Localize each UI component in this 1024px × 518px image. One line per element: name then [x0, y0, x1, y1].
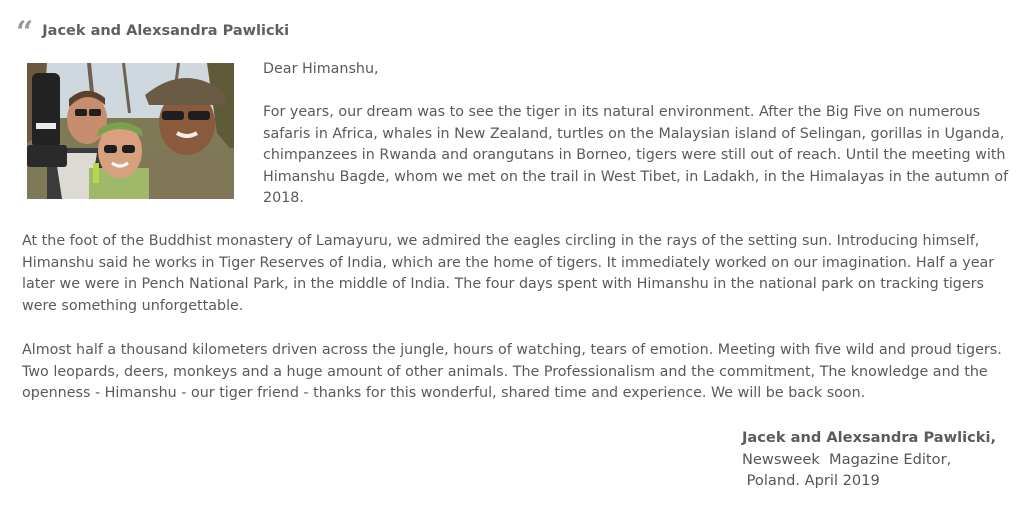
- letter-greeting: Dear Himanshu,: [263, 61, 379, 77]
- travelers-photo: [27, 63, 234, 199]
- signature-location-date: Poland. April 2019: [742, 472, 880, 489]
- author-name: Jacek and Alexsandra Pawlicki: [42, 23, 290, 39]
- signature-name: Jacek and Alexsandra Pawlicki,: [742, 429, 997, 446]
- signature-block: [742, 427, 996, 492]
- paragraph-text: At the foot of the Buddhist monastery of Lamayuru, we admired the eagles circling in the rays of the setting sun. Introducing himself, Himanshu said he works in Tiger Reserves of India, which are the home of tigers. It immediately worked on our imagination. Half a year later we were in Pench National Park, in the middle of India. The four days spent with Himanshu in the national park on tracking tigers were something unforgettable.: [22, 233, 995, 314]
- paragraph-text: Almost half a thousand kilometers driven across the jungle, hours of watching, tears of emotion. Meeting with five wild and proud tigers. Two leopards, deers, monkeys and a huge amount of other animals. The Professionalism and the commitment, The knowledge and the openness - Himanshu - our tiger friend - thanks for this wonderful, shared time and experience. We will be back soon.: [22, 342, 1002, 401]
- letter-paragraph-2: [22, 231, 1018, 317]
- letter-paragraph-3: [22, 340, 1018, 405]
- signature-title: Newsweek Magazine Editor,: [742, 450, 952, 468]
- letter-paragraph-1: [263, 102, 1015, 210]
- testimonial-header: [16, 15, 290, 50]
- paragraph-text: For years, our dream was to see the tiger in its natural environment. After the Big Five on numerous safaris in Africa, whales in New Zealand, turtles on the Malaysian island of Selingan, gorillas in Uganda, chimpanzees in Rwanda and orangutans in Borneo, tigers were still out of reach. Until the meeting with Himanshu Bagde, whom we met on the trail in West Tibet, in Ladakh, in the Himalayas in the autumn of 2018.: [263, 104, 1009, 206]
- quote-icon: “: [16, 15, 31, 50]
